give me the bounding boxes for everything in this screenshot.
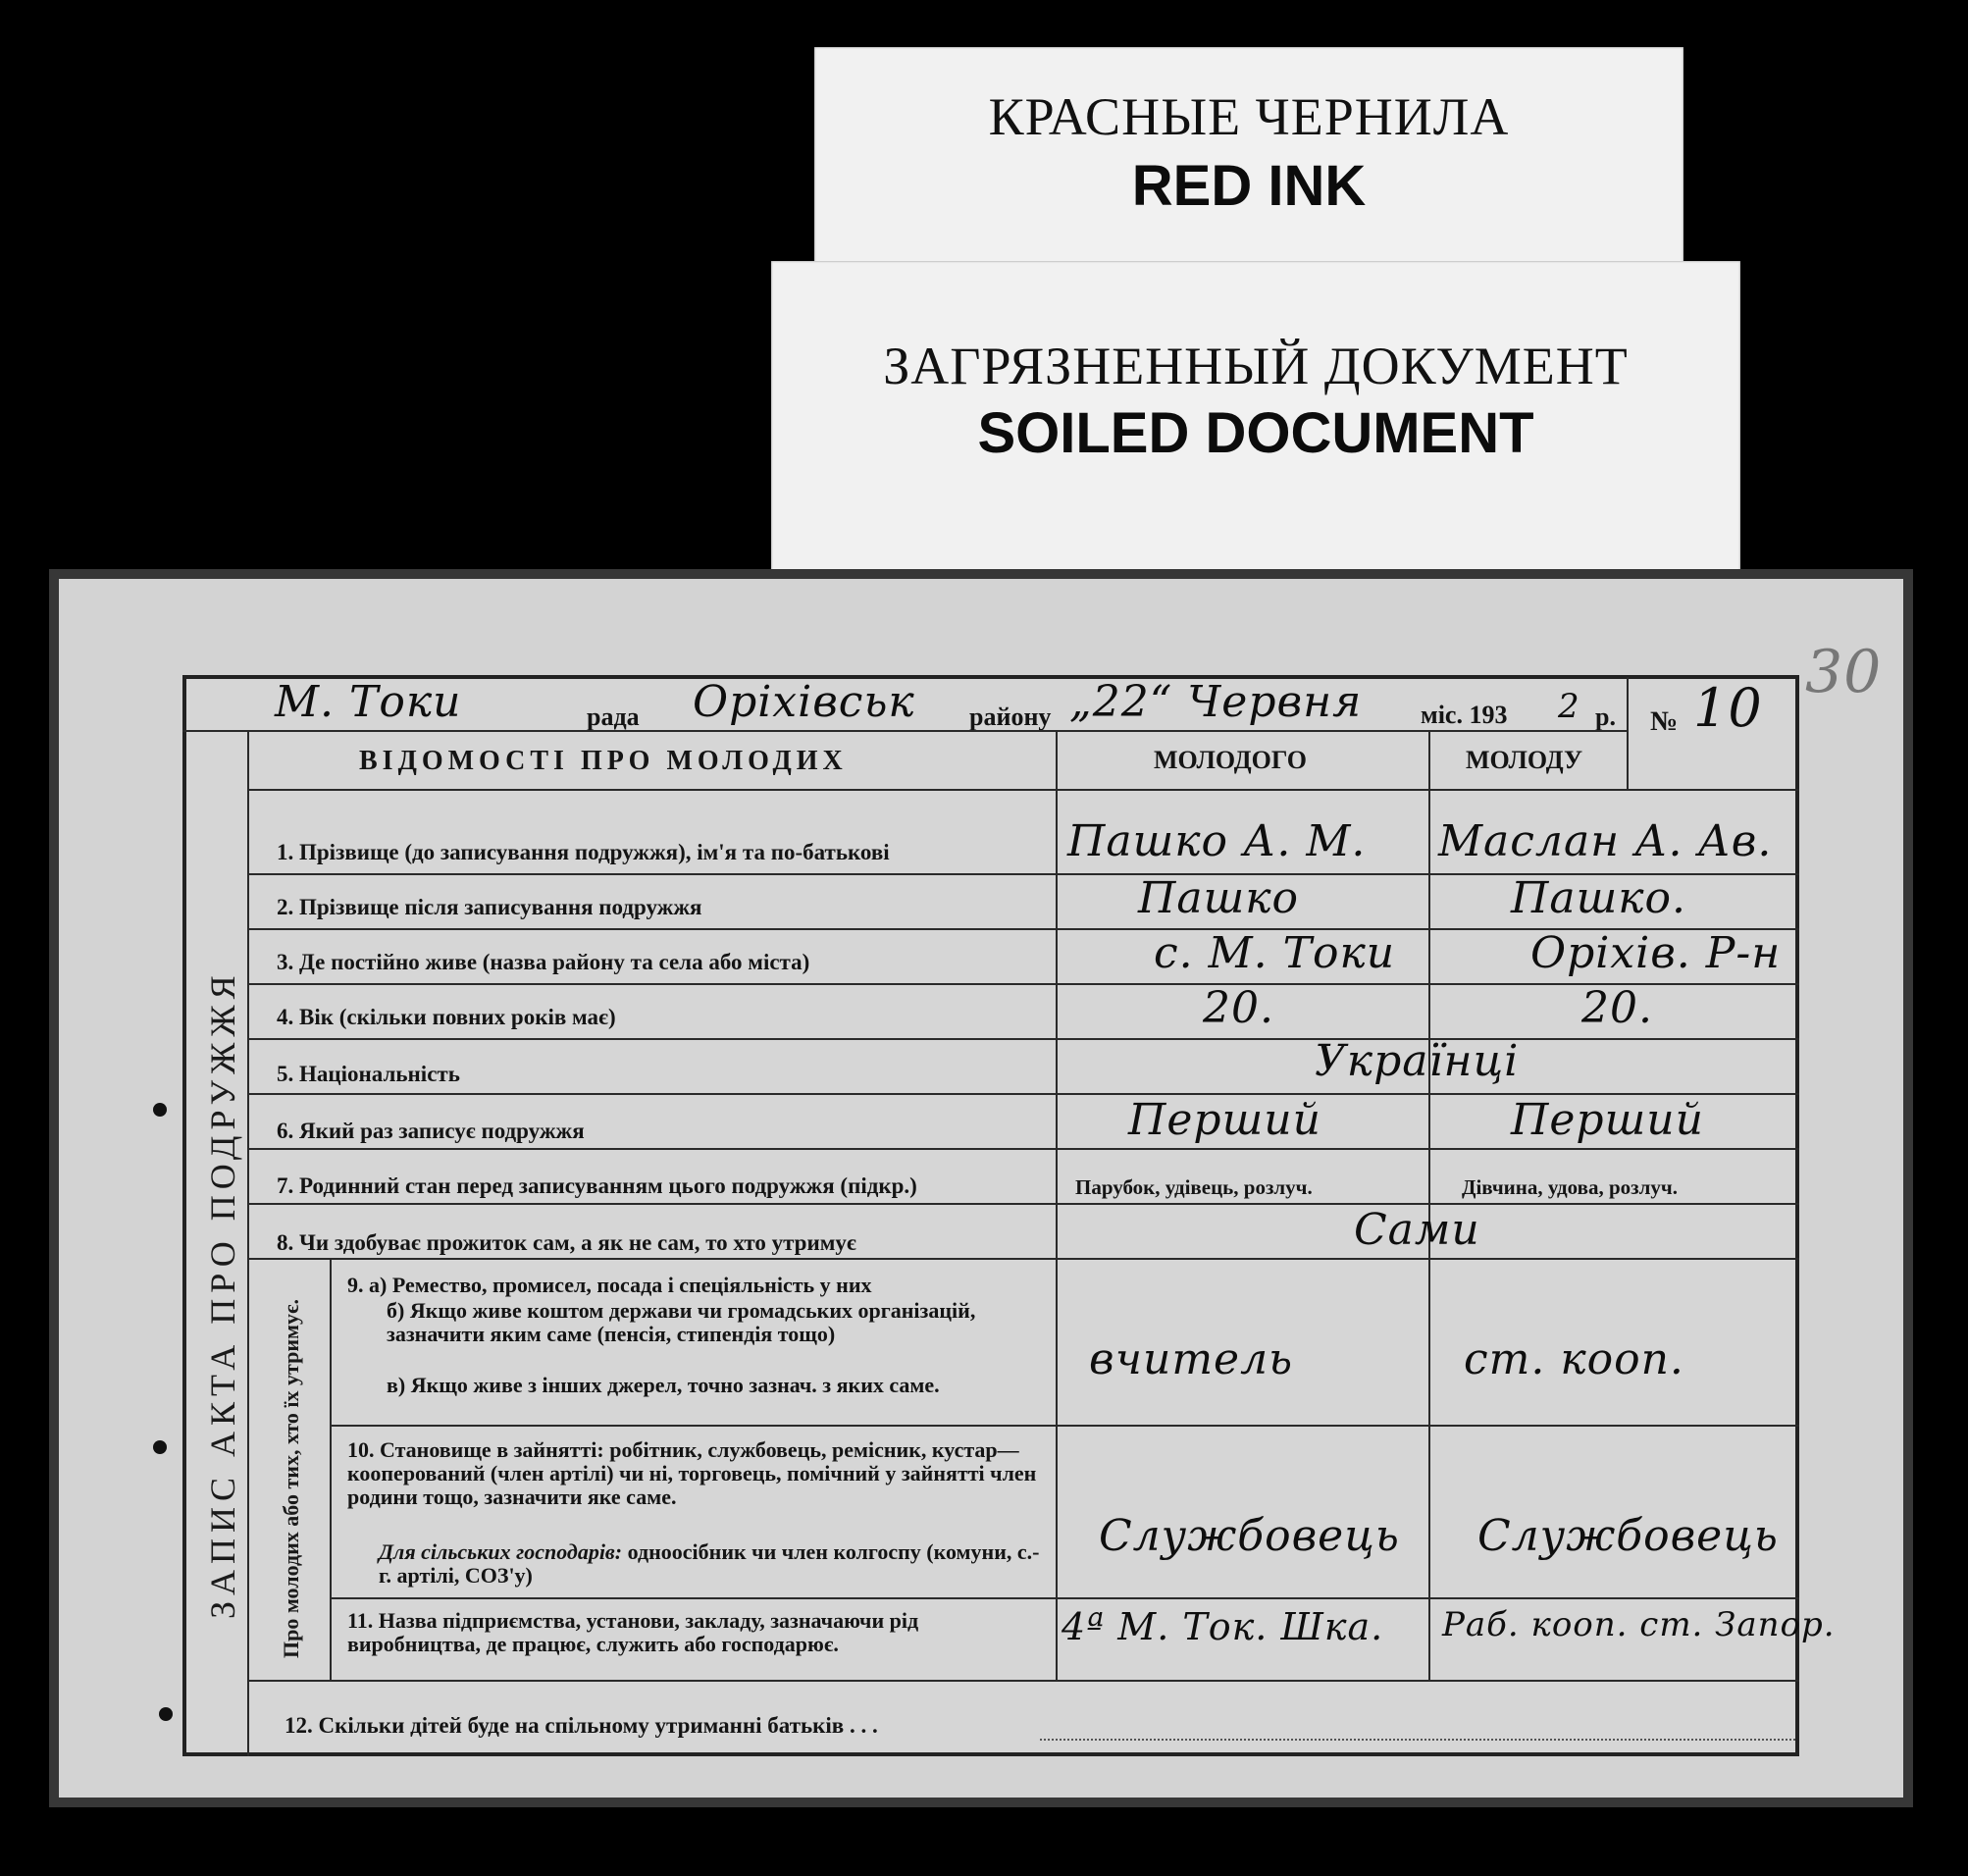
punch-hole — [153, 1103, 167, 1117]
row11-groom-handwritten: 4ª М. Ток. Шка. — [1062, 1605, 1384, 1648]
soiled-label-en: SOILED DOCUMENT — [977, 401, 1534, 465]
column-header-bride: МОЛОДУ — [1466, 746, 1583, 774]
record-number-handwritten: 10 — [1693, 677, 1763, 739]
row7-bride-options: Дівчина, удова, розлуч. — [1462, 1175, 1678, 1199]
district-label: району — [969, 703, 1052, 731]
vertical-side-label: Про молодих або тих, хто їх утримує. — [279, 1298, 303, 1658]
row10-farmers-label: Для сільських господарів: — [379, 1539, 623, 1564]
row3-bride-handwritten: Оріхів. Р-н — [1530, 928, 1782, 978]
row10-groom-handwritten: Службовець — [1099, 1511, 1400, 1561]
row9a-label: 9. а) Ремество, промисел, посада і спеціяльність у них — [347, 1273, 872, 1297]
row6-groom-handwritten: Перший — [1128, 1095, 1321, 1145]
row9-groom-handwritten: вчитель — [1089, 1334, 1294, 1384]
row12-label: 12. Скільки дітей буде на спільному утриманні батьків . . . — [285, 1713, 878, 1738]
row2-bride-handwritten: Пашко. — [1511, 873, 1687, 923]
row6-bride-handwritten: Перший — [1511, 1095, 1704, 1145]
column-header-groom: МОЛОДОГО — [1154, 746, 1307, 774]
row5-nationality-handwritten: Українці — [1315, 1036, 1520, 1086]
row10-label: 10. Становище в зайнятті: робітник, службовець, ремісник, кустар—кооперований (член артілі) чи ні, торговець, помічний у зайнятті член родини тощо, зазначити яке саме. — [347, 1437, 1037, 1509]
row2-groom-handwritten: Пашко — [1138, 873, 1300, 923]
row6-label: 6. Який раз записує подружжя — [277, 1119, 585, 1143]
month-year-label: міс. 193 — [1421, 701, 1508, 729]
vertical-form-title: ЗАПИС АКТА ПРО ПОДРУЖЖЯ — [203, 969, 242, 1619]
punch-hole — [159, 1707, 173, 1721]
row2-label: 2. Прізвище після записування подружжя — [277, 895, 702, 919]
row1-label: 1. Прізвище (до записування подружжя), ім'я та по-батькові — [277, 840, 890, 864]
row8-support-handwritten: Сами — [1354, 1205, 1480, 1255]
row10-farmers-text: одноосібник чи член колгоспу (комуни, с.-г. артілі, СОЗ'у) — [379, 1539, 1040, 1588]
year-suffix: р. — [1595, 703, 1616, 731]
row9c-label: в) Якщо живе з інших джерел, точно зазнач. з яких саме. — [387, 1373, 940, 1397]
row7-label: 7. Родинний стан перед записуванням цього подружжя (підкр.) — [277, 1173, 917, 1198]
row1-groom-handwritten: Пашко А. М. — [1067, 816, 1367, 866]
soiled-label-ru: ЗАГРЯЗНЕННЫЙ ДОКУМЕНТ — [883, 337, 1629, 395]
row3-label: 3. Де постійно живе (назва району та села або міста) — [277, 950, 810, 974]
council-label: рада — [587, 703, 640, 731]
corner-number-handwritten: 30 — [1805, 638, 1883, 706]
row5-label: 5. Національність — [277, 1062, 460, 1086]
number-label: № — [1650, 706, 1679, 737]
row11-label: 11. Назва підприємства, установи, закладу, зазначаючи рід виробництва, де працює, служить або господарює. — [347, 1608, 919, 1656]
row11-bride-handwritten: Раб. кооп. ст. Запор. — [1442, 1605, 1836, 1644]
row3-groom-handwritten: с. М. Токи — [1154, 928, 1396, 978]
red-ink-label-card — [814, 47, 1683, 283]
column-header-info: ВІДОМОСТІ ПРО МОЛОДИХ — [359, 746, 848, 776]
district-handwritten: Оріхівськ — [693, 677, 915, 727]
row4-bride-handwritten: 20. — [1581, 983, 1653, 1033]
row1-bride-handwritten: Маслан А. Ав. — [1438, 816, 1773, 866]
red-ink-label-en: RED INK — [1131, 154, 1367, 218]
punch-hole — [153, 1440, 167, 1454]
row10-bride-handwritten: Службовець — [1477, 1511, 1779, 1561]
row9-bride-handwritten: ст. кооп. — [1464, 1334, 1684, 1384]
row8-label: 8. Чи здобуває прожиток сам, а як не сам, то хто утримує — [277, 1230, 856, 1255]
row4-label: 4. Вік (скільки повних років має) — [277, 1005, 616, 1029]
year-digit-handwritten: 2 — [1558, 687, 1580, 726]
soiled-document-label-card — [771, 261, 1740, 585]
row4-groom-handwritten: 20. — [1203, 983, 1274, 1033]
row9b-label: б) Якщо живе коштом держави чи громадських організацій, зазначити яким саме (пенсія, стипендія тощо) — [387, 1298, 976, 1346]
village-council-handwritten: М. Токи — [275, 677, 462, 727]
row7-groom-options: Парубок, удівець, розлуч. — [1075, 1175, 1313, 1199]
date-handwritten: „22“ Червня — [1069, 677, 1363, 727]
red-ink-label-ru: КРАСНЫЕ ЧЕРНИЛА — [988, 87, 1510, 146]
